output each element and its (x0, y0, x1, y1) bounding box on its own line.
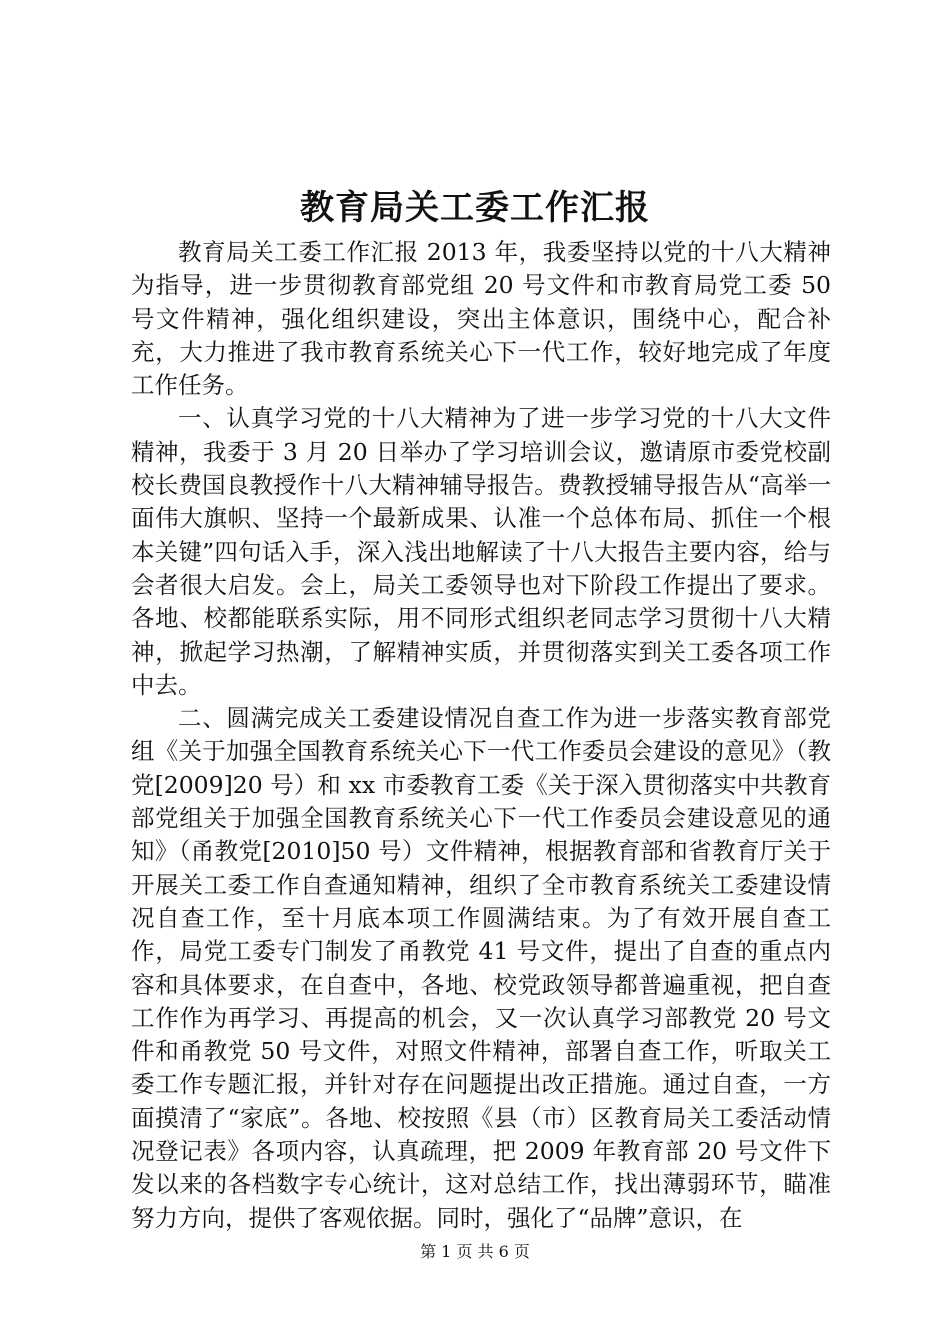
document-body (131, 236, 831, 1235)
paragraph-section-one: 一、认真学习党的十八大精神为了进一步学习党的十八大文件精神，我委于 3 月 20 日举办了学习培训会议，邀请原市委党校副校长费国良教授作十八大精神辅导报告。费教授辅导报告从“高举一面伟大旗帜、坚持一个最新成果、认准一个总体布局、抓住一个根本关键”四句话入手，深入浅出地解读了十八大报告主要内容，给与会者很大启发。会上，局关工委领导也对下阶段工作提出了要求。各地、校都能联系实际，用不同形式组织老同志学习贯彻十八大精神，掀起学习热潮，了解精神实质，并贯彻落实到关工委各项工作中去。 (131, 404, 831, 699)
page-number-footer: 第 1 页 共 6 页 (420, 1242, 530, 1261)
document-title: 教育局关工委工作汇报 (300, 188, 650, 228)
paragraph-intro: 教育局关工委工作汇报 2013 年，我委坚持以党的十八大精神为指导，进一步贯彻教育部党组 20 号文件和市教育局党工委 50 号文件精神，强化组织建设，突出主体意识，围绕中心，配合补充，大力推进了我市教育系统关心下一代工作，较好地完成了年度工作任务。 (131, 238, 831, 400)
paragraph-section-two: 二、圆满完成关工委建设情况自查工作为进一步落实教育部党组《关于加强全国教育系统关心下一代工作委员会建设的意见》（教党[2009]20 号）和 xx 市委教育工委《关于深入贯彻落实中共教育部党组关于加强全国教育系统关心下一代工作委员会建设意见的通知》（甬教党[2010]50 号）文件精神，根据教育部和省教育厅关于开展关工委工作自查通知精神，组织了全市教育系统关工委建设情况自查工作，至十月底本项工作圆满结束。为了有效开展自查工作，局党工委专门制发了甬教党 41 号文件，提出了自查的重点内容和具体要求，在自查中，各地、校党政领导都普遍重视，把自查工作作为再学习、再提高的机会，又一次认真学习部教党 20 号文件和甬教党 50 号文件，对照文件精神，部署自查工作，听取关工委工作专题汇报，并针对存在问题提出改正措施。通过自查，一方面摸清了“家底”。各地、校按照《县（市）区教育局关工委活动情况登记表》各项内容，认真疏理，把 2009 年教育部 20 号文件下发以来的各档数字专心统计，这对总结工作，找出薄弱环节，瞄准努力方向，提供了客观依据。同时，强化了“品牌”意识，在 (131, 704, 831, 1232)
